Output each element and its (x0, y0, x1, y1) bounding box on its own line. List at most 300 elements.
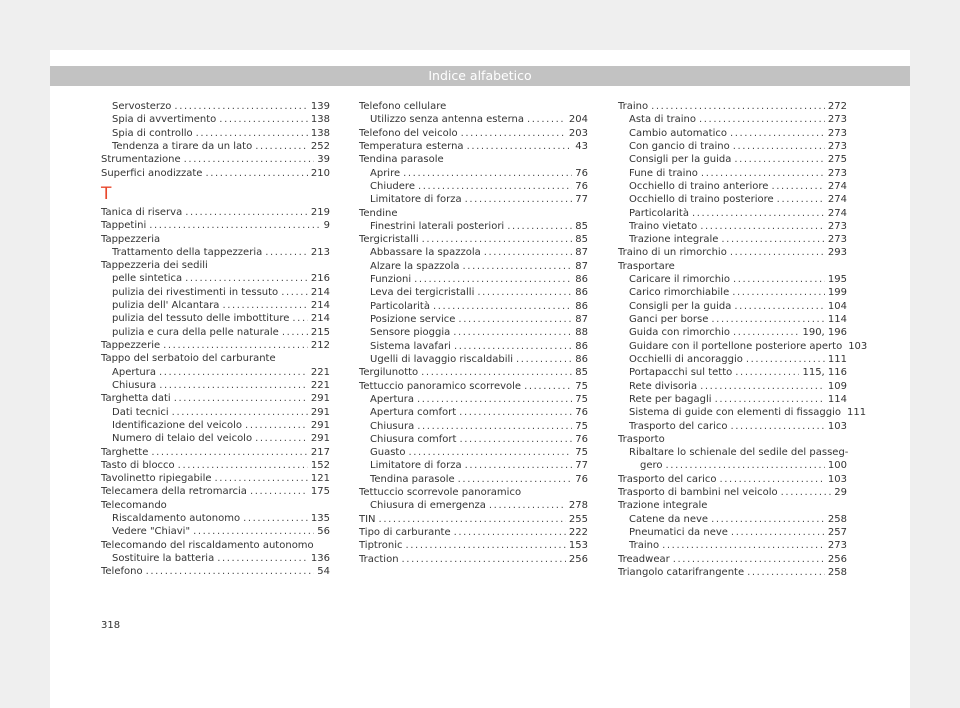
index-entry (618, 313, 847, 326)
index-entry (618, 167, 847, 180)
dot-leader (463, 260, 573, 273)
entry-page-ref: 213 (310, 246, 330, 258)
dot-leader (747, 566, 825, 579)
entry-page-ref: 291 (310, 433, 330, 445)
dot-leader (174, 100, 307, 113)
entry-term: Traino (618, 101, 649, 112)
index-entry (618, 127, 847, 140)
index-entry (101, 379, 330, 392)
dot-leader (771, 180, 824, 193)
entry-page-ref: 109 (827, 380, 847, 392)
index-entry (359, 553, 588, 566)
entry-term: Triangolo catarifrangente (618, 566, 745, 578)
dot-leader (245, 419, 308, 432)
entry-page-ref: 100 (827, 460, 847, 472)
index-entry (101, 366, 330, 379)
entry-page-ref: 103 (827, 420, 847, 432)
entry-term: Tettuccio panoramico scorrevole (359, 380, 522, 392)
dot-leader (711, 513, 825, 526)
index-entry (618, 486, 847, 499)
entry-page-ref: 75 (575, 420, 588, 432)
index-entry (359, 286, 588, 299)
entry-page-ref: 273 (827, 140, 847, 152)
entry-page-ref: 222 (568, 527, 588, 538)
entry-term: Ugelli di lavaggio riscaldabili (370, 353, 514, 365)
dot-leader (217, 552, 308, 565)
dot-leader (250, 485, 308, 498)
dot-leader (459, 433, 572, 446)
entry-page-ref: 256 (568, 553, 588, 565)
entry-page-ref: 136 (310, 553, 330, 564)
entry-page-ref: 291 (310, 419, 330, 431)
index-entry (359, 233, 588, 246)
entry-term: Chiusura di emergenza (370, 500, 486, 512)
index-entry (618, 233, 847, 246)
dot-leader (733, 273, 825, 286)
dot-leader (699, 113, 825, 126)
dot-leader (193, 525, 314, 538)
dot-leader (700, 380, 825, 393)
entry-term: Posizione service (370, 314, 456, 325)
index-entry (101, 406, 330, 419)
entry-term: Particolarità (370, 300, 430, 312)
entry-page-ref: 114 (827, 314, 847, 325)
entry-term: Limitatore di forza (370, 194, 462, 206)
entry-term: Trasporto del carico (618, 473, 717, 485)
index-entry (101, 140, 330, 153)
entry-page-ref: 87 (575, 314, 588, 325)
dot-leader (651, 100, 825, 113)
index-entry (359, 539, 588, 552)
index-entry (101, 299, 330, 312)
entry-page-ref: 77 (575, 194, 588, 206)
dot-leader (417, 420, 572, 433)
dot-leader (507, 220, 572, 233)
entry-page-ref: 274 (827, 194, 847, 206)
index-heading: Tendina parasole (359, 154, 444, 166)
entry-term: Occhiello di traino anteriore (629, 180, 769, 192)
index-entry (101, 326, 330, 339)
index-entry (101, 512, 330, 525)
index-entry (359, 220, 588, 233)
entry-term: pelle sintetica (112, 273, 183, 285)
dot-leader (422, 233, 573, 246)
dot-leader (159, 366, 308, 379)
entry-page-ref: 214 (310, 286, 330, 298)
index-entry (618, 153, 847, 166)
dot-leader (163, 339, 308, 352)
index-entry (618, 393, 847, 406)
dot-leader (222, 299, 307, 312)
entry-page-ref: 39 (317, 154, 330, 166)
index-column-3 (618, 100, 868, 579)
dot-leader (777, 193, 825, 206)
index-entry (359, 300, 588, 313)
dot-leader (159, 379, 308, 392)
entry-page-ref: 86 (575, 300, 588, 312)
entry-page-ref: 293 (827, 247, 847, 259)
dot-leader (484, 246, 573, 259)
entry-page-ref: 203 (568, 127, 588, 139)
dot-leader (403, 167, 572, 180)
index-entry (359, 366, 588, 379)
entry-term: Catene da neve (629, 513, 709, 525)
dot-leader (662, 539, 825, 552)
dot-leader (477, 286, 572, 299)
index-entry (618, 113, 847, 126)
entry-page-ref: 258 (827, 566, 847, 578)
entry-term: Traino di un rimorchio (618, 247, 727, 259)
entry-term: Traction (359, 553, 399, 565)
index-entry (101, 392, 330, 405)
index-entry (618, 140, 847, 153)
index-entry (359, 406, 588, 419)
entry-page-ref: 257 (827, 527, 847, 538)
entry-term: Traino (629, 540, 660, 552)
entry-term: Trasporto di bambini nel veicolo (618, 487, 778, 499)
entry-term: Identificazione del veicolo (112, 419, 243, 431)
entry-page-ref: 273 (827, 167, 847, 179)
entry-page-ref: 9 (323, 220, 330, 232)
dot-leader (711, 313, 825, 326)
dot-leader (414, 273, 572, 286)
entry-page-ref: 85 (575, 220, 588, 232)
entry-page-ref: 138 (310, 114, 330, 126)
entry-term: Pneumatici da neve (629, 527, 728, 538)
entry-page-ref: 278 (568, 500, 588, 512)
entry-term: Limitatore di forza (370, 460, 462, 472)
index-entry (618, 220, 847, 233)
index-entry (101, 219, 330, 232)
index-entry (359, 393, 588, 406)
dot-leader (781, 486, 832, 499)
entry-page-ref: 256 (827, 553, 847, 565)
entry-page-ref: 175 (310, 486, 330, 498)
index-entry (618, 340, 868, 353)
index-heading: Telefono cellulare (359, 101, 447, 112)
entry-term: Telefono del veicolo (359, 127, 458, 139)
index-entry (101, 206, 330, 219)
index-entry (101, 552, 330, 565)
entry-page-ref: 76 (575, 167, 588, 179)
entry-term: Caricare il rimorchio (629, 274, 730, 286)
dot-leader (151, 446, 308, 459)
entry-term: Guida con rimorchio (629, 327, 731, 339)
entry-page-ref: 273 (827, 234, 847, 246)
entry-term: Trazione integrale (629, 234, 719, 246)
index-entry (618, 539, 847, 552)
entry-term: Tergicristalli (359, 234, 419, 246)
dot-leader (715, 393, 825, 406)
index-entry (359, 326, 588, 339)
index-entry (101, 432, 330, 445)
entry-term: Tendenza a tirare da un lato (112, 140, 253, 152)
index-heading: Telecomando del riscaldamento autonomo (101, 539, 314, 551)
index-heading: Telecomando (101, 499, 167, 511)
dot-leader (172, 406, 308, 419)
entry-term: Targhetta dati (101, 393, 171, 405)
entry-term: Apertura (112, 366, 156, 378)
entry-term: Guasto (370, 447, 406, 459)
index-entry (618, 473, 847, 486)
index-entry (359, 433, 588, 446)
index-entry (618, 366, 847, 379)
entry-page-ref: 190, 196 (802, 327, 847, 339)
entry-page-ref: 274 (827, 180, 847, 192)
entry-term: Vedere "Chiavi" (112, 526, 191, 538)
entry-term: Ganci per borse (629, 314, 709, 325)
index-heading: Tettuccio scorrevole panoramico (359, 487, 522, 499)
dot-leader (282, 326, 308, 339)
dot-leader (734, 300, 825, 313)
entry-term: Sistema lavafari (370, 340, 451, 352)
dot-leader (458, 473, 573, 486)
entry-page-ref: 258 (827, 513, 847, 525)
dot-leader (735, 366, 799, 379)
entry-page-ref: 75 (575, 447, 588, 459)
entry-page-ref: 76 (575, 433, 588, 445)
entry-page-ref: 291 (310, 393, 330, 405)
entry-page-ref: 86 (575, 287, 588, 299)
entry-page-ref: 87 (575, 247, 588, 259)
index-entry (101, 472, 330, 485)
dot-leader (255, 140, 308, 153)
index-entry (618, 353, 847, 366)
dot-leader (454, 340, 572, 353)
entry-term: Rete per bagagli (629, 393, 712, 405)
index-entry (101, 286, 330, 299)
entry-page-ref: 103 (848, 340, 868, 352)
index-entry (359, 513, 588, 526)
dot-leader (184, 153, 315, 166)
entry-term: Abbassare la spazzola (370, 247, 481, 259)
index-entry (618, 273, 847, 286)
dot-leader (734, 153, 825, 166)
entry-term: Apertura comfort (370, 407, 457, 419)
entry-page-ref: 75 (575, 393, 588, 405)
entry-page-ref: 212 (310, 340, 330, 351)
entry-page-ref: 85 (575, 367, 588, 379)
index-entry (359, 446, 588, 459)
dot-leader (465, 193, 573, 206)
index-entry (359, 260, 588, 273)
index-entry (618, 526, 847, 539)
index-entry (618, 193, 847, 206)
dot-leader (219, 113, 308, 126)
entry-term: pulizia dei rivestimenti in tessuto (112, 286, 279, 298)
index-entry (359, 353, 588, 366)
entry-term: Apertura (370, 393, 414, 405)
index-entry (618, 326, 847, 339)
entry-term: Servosterzo (112, 101, 172, 112)
entry-term: Cambio automatico (629, 127, 727, 139)
entry-term: Utilizzo senza antenna esterna (370, 114, 524, 126)
entry-page-ref: 219 (310, 206, 330, 218)
entry-term: Consigli per la guida (629, 154, 732, 166)
entry-page-ref: 111 (827, 353, 847, 365)
entry-term: Funzioni (370, 274, 412, 286)
entry-term: Superfici anodizzate (101, 167, 203, 179)
dot-leader (700, 220, 825, 233)
entry-term: Trattamento della tappezzeria (112, 246, 263, 258)
index-entry (359, 380, 588, 393)
entry-term: TIN (359, 513, 376, 525)
page-header: Indice alfabetico (50, 66, 910, 86)
index-section-letter: T (101, 183, 112, 204)
index-entry (101, 419, 330, 432)
index-column-2 (359, 100, 588, 566)
dot-leader (733, 140, 825, 153)
entry-term: Numero di telaio del veicolo (112, 433, 253, 445)
dot-leader (243, 512, 308, 525)
index-entry (101, 565, 330, 578)
index-entry (101, 113, 330, 126)
dot-leader (281, 286, 308, 299)
index-entry (359, 340, 588, 353)
dot-leader (516, 353, 572, 366)
index-entry (618, 566, 847, 579)
entry-term: pulizia dell' Alcantara (112, 300, 220, 312)
index-entry (618, 246, 847, 259)
index-heading: Tappezzeria (101, 233, 161, 245)
entry-term: Tendina parasole (370, 473, 455, 485)
dot-leader (292, 312, 308, 325)
dot-leader (730, 127, 825, 140)
entry-term: Targhette (101, 446, 149, 458)
dot-leader (730, 246, 825, 259)
entry-term: Temperatura esterna (359, 140, 464, 152)
dot-leader (458, 313, 572, 326)
entry-term: Guidare con il portellone posteriore aperto (629, 340, 843, 352)
dot-leader (196, 127, 308, 140)
entry-term: Tasto di blocco (101, 459, 175, 471)
index-heading: Trasporto (618, 433, 665, 445)
index-entry (359, 193, 588, 206)
dot-leader (185, 272, 308, 285)
entry-page-ref: 214 (310, 313, 330, 325)
entry-page-ref: 77 (575, 460, 588, 472)
index-entry (618, 300, 847, 313)
entry-page-ref: 29 (834, 487, 847, 499)
entry-term: Tergilunotto (359, 367, 419, 379)
index-entry (618, 553, 847, 566)
entry-term: Tanica di riserva (101, 206, 183, 218)
entry-term: pulizia e cura della pelle naturale (112, 326, 279, 338)
index-entry (359, 459, 588, 472)
entry-term: Consigli per la guida (629, 300, 732, 312)
entry-page-ref: 114 (827, 393, 847, 405)
entry-page-ref: 210 (310, 167, 330, 179)
dot-leader (489, 499, 566, 512)
entry-term: Fune di traino (629, 167, 698, 179)
index-entry (359, 113, 588, 126)
entry-page-ref: 104 (827, 300, 847, 312)
entry-term: Finestrini laterali posteriori (370, 220, 505, 232)
index-heading: Tappezzeria dei sedili (101, 260, 208, 272)
entry-page-ref: 86 (575, 353, 588, 365)
entry-page-ref: 75 (575, 380, 588, 392)
entry-page-ref: 199 (827, 287, 847, 299)
entry-term: Chiusura comfort (370, 433, 457, 445)
entry-page-ref: 221 (310, 379, 330, 391)
entry-term: Tappezzerie (101, 340, 161, 351)
entry-page-ref: 272 (827, 101, 847, 112)
entry-page-ref: 217 (310, 446, 330, 458)
dot-leader (402, 553, 566, 566)
dot-leader (666, 459, 825, 472)
dot-leader (453, 326, 572, 339)
entry-term: Riscaldamento autonomo (112, 513, 241, 525)
entry-page-ref: 88 (575, 327, 588, 339)
index-entry (618, 459, 847, 472)
index-heading: Trasportare (618, 260, 675, 272)
index-entry (359, 526, 588, 539)
dot-leader (421, 366, 572, 379)
dot-leader (408, 446, 572, 459)
dot-leader (454, 526, 566, 539)
index-entry (618, 406, 867, 419)
entry-page-ref: 216 (310, 273, 330, 285)
index-entry (359, 313, 588, 326)
dot-leader (178, 459, 308, 472)
entry-page-ref: 103 (827, 473, 847, 485)
entry-term: Sostituire la batteria (112, 553, 215, 564)
dot-leader (174, 392, 308, 405)
index-entry (101, 246, 330, 259)
entry-term: Particolarità (629, 207, 689, 219)
entry-page-ref: 85 (575, 234, 588, 246)
entry-page-ref: 115, 116 (802, 367, 847, 379)
index-entry (101, 272, 330, 285)
dot-leader (732, 286, 825, 299)
entry-page-ref: 273 (827, 540, 847, 552)
index-entry (618, 380, 847, 393)
index-entry (359, 473, 588, 486)
index-heading: Tappo del serbatoio del carburante (101, 353, 276, 365)
entry-page-ref: 86 (575, 274, 588, 286)
entry-page-ref: 139 (310, 101, 330, 112)
entry-term: Spia di controllo (112, 127, 193, 139)
index-entry (618, 180, 847, 193)
dot-leader (730, 420, 824, 433)
dot-leader (205, 167, 307, 180)
entry-term: Sensore pioggia (370, 327, 451, 339)
entry-term: Dati tecnici (112, 406, 169, 418)
index-entry (101, 525, 330, 538)
dot-leader (405, 539, 565, 552)
entry-page-ref: 221 (310, 366, 330, 378)
index-heading: Ribaltare lo schienale del sedile del passeg- (629, 447, 849, 459)
dot-leader (149, 219, 320, 232)
index-entry (101, 100, 330, 113)
entry-term: Treadwear (618, 553, 670, 565)
entry-term: Trasporto del carico (629, 420, 728, 432)
entry-page-ref: 56 (317, 526, 330, 538)
entry-term: Portapacchi sul tetto (629, 367, 733, 379)
page-number: 318 (101, 620, 121, 631)
dot-leader (719, 473, 824, 486)
index-entry (101, 127, 330, 140)
entry-term: Leva dei tergicristalli (370, 287, 475, 299)
dot-leader (418, 180, 572, 193)
entry-page-ref: 138 (310, 127, 330, 139)
entry-term: Tipo di carburante (359, 527, 451, 538)
index-entry (618, 286, 847, 299)
entry-term: Chiusura (370, 420, 415, 432)
entry-page-ref: 121 (310, 473, 330, 485)
entry-term: Traino vietato (629, 220, 698, 232)
dot-leader (215, 472, 308, 485)
